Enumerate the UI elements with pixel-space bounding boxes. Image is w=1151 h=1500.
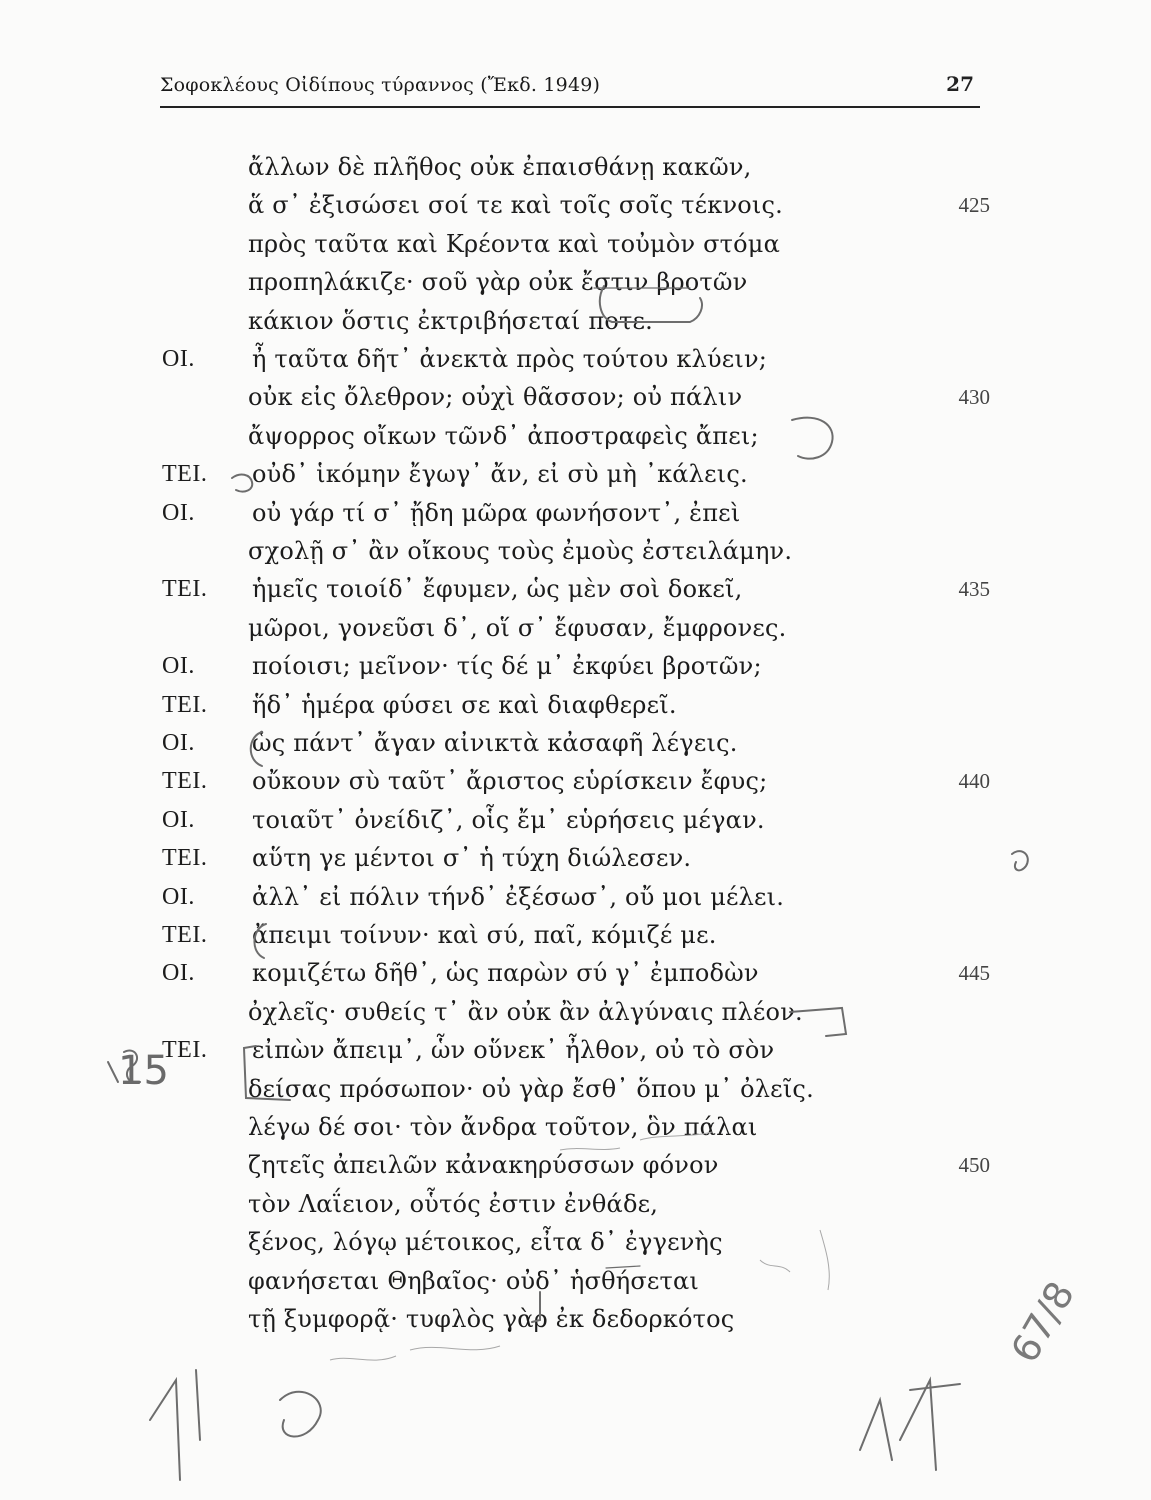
verse-line xyxy=(0,1223,1151,1261)
verse-line xyxy=(0,916,1151,954)
verse-text-line: προπηλάκιζε· σοῦ γὰρ οὐκ ἔστιν βροτῶν xyxy=(248,268,748,297)
verse-text-line: φανήσεται Θηβαῖος· οὐδ᾽ ἡσθήσεται xyxy=(248,1266,700,1295)
verse-line xyxy=(0,724,1151,762)
header-title: Σοφοκλέους Οἰδίπους τύραννος (Ἔκδ. 1949) xyxy=(160,74,601,96)
verse-text-line: πρὸς ταῦτα καὶ Κρέοντα καὶ τοὐμὸν στόμα xyxy=(248,229,781,258)
line-number: 445 xyxy=(958,961,990,986)
verse-text-line: οὔκουν σὺ ταῦτ᾽ ἄριστος εὑρίσκειν ἔφυς; xyxy=(252,767,768,796)
verse-text-line: οὐδ᾽ ἱκόμην ἔγωγ᾽ ἄν, εἰ σὺ μὴ ᾽κάλεις. xyxy=(252,460,748,489)
speaker-label: ΤΕΙ. xyxy=(162,768,208,795)
margin-number-annotation: 15 xyxy=(118,1048,169,1094)
verse-line xyxy=(0,647,1151,685)
verse-text-line: ὡς πάντ᾽ ἄγαν αἰνικτὰ κἀσαφῆ λέγεις. xyxy=(252,729,738,757)
verse-line xyxy=(0,1146,1151,1184)
verse-text-line: τὸν Λαΐειον, οὗτός ἐστιν ἐνθάδε, xyxy=(248,1189,659,1218)
verse-line xyxy=(0,186,1151,224)
verse-line xyxy=(0,532,1151,570)
verse-text-line: τοιαῦτ᾽ ὀνείδιζ᾽, οἷς ἔμ᾽ εὑρήσεις μέγαν. xyxy=(252,805,765,834)
speaker-label: ΤΕΙ. xyxy=(162,922,208,948)
line-number: 435 xyxy=(958,577,990,602)
verse-text-line: ἥδ᾽ ἡμέρα φύσει σε καὶ διαφθερεῖ. xyxy=(252,690,677,719)
verse-line xyxy=(0,1070,1151,1108)
speaker-label: ΟΙ. xyxy=(162,883,195,910)
speaker-label: ΟΙ. xyxy=(162,653,195,680)
speaker-label: ΤΕΙ. xyxy=(162,576,208,603)
verse-text-line: ζητεῖς ἀπειλῶν κἀνακηρύσσων φόνον xyxy=(248,1151,719,1180)
verse-text-line: οὐ γάρ τί σ᾽ ᾔδη μῶρα φωνήσοντ᾽, ἐπεὶ xyxy=(252,498,741,527)
verse-text-line: ἦ ταῦτα δῆτ᾽ ἀνεκτὰ πρὸς τούτου κλύειν; xyxy=(252,345,768,373)
speaker-label: ΤΕΙ. xyxy=(162,461,208,488)
verse-text-line: ξένος, λόγῳ μέτοικος, εἶτα δ᾽ ἐγγενὴς xyxy=(248,1228,723,1257)
page-number: 27 xyxy=(946,72,974,96)
verse-text-line: μῶροι, γονεῦσι δ᾽, οἵ σ᾽ ἔφυσαν, ἔμφρονες. xyxy=(248,613,787,642)
verse-line xyxy=(0,148,1151,186)
verse-line xyxy=(0,1262,1151,1300)
verse-line xyxy=(0,993,1151,1031)
verse-text-line: σχολῇ σ᾽ ἂν οἴκους τοὺς ἐμοὺς ἐστειλάμην. xyxy=(248,537,793,565)
verse-text-line: ἡμεῖς τοιοίδ᾽ ἔφυμεν, ὡς μὲν σοὶ δοκεῖ, xyxy=(252,575,743,604)
verse-text-line: ἄψορρος οἴκων τῶνδ᾽ ἀποστραφεὶς ἄπει; xyxy=(248,421,759,450)
verse-line xyxy=(0,954,1151,992)
verse-text-line: ἅ σ᾽ ἐξισώσει σοί τε καὶ τοῖς σοῖς τέκνοις. xyxy=(248,191,783,220)
speaker-label: ΟΙ. xyxy=(162,960,195,987)
speaker-label: ΟΙ. xyxy=(162,806,195,833)
verse-line xyxy=(0,1031,1151,1069)
verse-line xyxy=(0,609,1151,647)
verse-text-line: κάκιον ὅστις ἐκτριβήσεταί ποτε. xyxy=(248,306,653,335)
corner-note-annotation: 67/8 xyxy=(1002,1274,1084,1370)
verse-text-line: ποίοισι; μεῖνον· τίς δέ μ᾽ ἐκφύει βροτῶν; xyxy=(252,652,762,681)
speaker-label: ΤΕΙ. xyxy=(162,1037,208,1064)
speaker-label: ΟΙ. xyxy=(162,499,195,526)
verse-text-line: οὐκ εἰς ὄλεθρον; οὐχὶ θᾶσσον; οὐ πάλιν xyxy=(248,383,743,412)
verse-line xyxy=(0,494,1151,532)
verse-line xyxy=(0,302,1151,340)
line-number: 430 xyxy=(958,385,990,410)
verse-line xyxy=(0,801,1151,839)
verse-line xyxy=(0,417,1151,455)
verse-line xyxy=(0,340,1151,378)
verse-text-line: ἄλλων δὲ πλῆθος οὐκ ἐπαισθάνῃ κακῶν, xyxy=(248,153,752,181)
speaker-label: ΤΕΙ. xyxy=(162,845,208,872)
verse-line xyxy=(0,878,1151,916)
speaker-label: ΟΙ. xyxy=(162,730,195,756)
verse-line xyxy=(0,686,1151,724)
speaker-label: ΤΕΙ. xyxy=(162,691,208,718)
verse-text-line: ἄπειμι τοίνυν· καὶ σύ, παῖ, κόμιζέ με. xyxy=(252,921,717,949)
verse-line xyxy=(0,570,1151,608)
verse-text-line: αὕτη γε μέντοι σ᾽ ἡ τύχη διώλεσεν. xyxy=(252,844,692,873)
verse-line xyxy=(0,762,1151,800)
verse-line xyxy=(0,455,1151,493)
verse-line xyxy=(0,263,1151,301)
line-number: 425 xyxy=(958,193,990,218)
verse-text-line: κομιζέτω δῆθ᾽, ὡς παρὼν σύ γ᾽ ἐμποδὼν xyxy=(252,959,759,988)
verse-text-line: εἰπὼν ἄπειμ᾽, ὧν οὕνεκ᾽ ἦλθον, οὐ τὸ σὸν xyxy=(252,1036,775,1065)
verse-line xyxy=(0,839,1151,877)
verse-line xyxy=(0,1108,1151,1146)
verse-text-line: δείσας πρόσωπον· οὐ γὰρ ἔσθ᾽ ὅπου μ᾽ ὀλεῖς. xyxy=(248,1074,814,1103)
verse-text-line: τῇ ξυμφορᾷ· τυφλὸς γὰρ ἐκ δεδορκότος xyxy=(248,1305,735,1333)
line-number: 450 xyxy=(958,1153,990,1178)
verse-line xyxy=(0,1185,1151,1223)
verse-line xyxy=(0,225,1151,263)
verse-line xyxy=(0,378,1151,416)
speaker-label: ΟΙ. xyxy=(162,346,195,372)
verse-text-line: ἀλλ᾽ εἰ πόλιν τήνδ᾽ ἐξέσωσ᾽, οὔ μοι μέλει. xyxy=(252,882,785,911)
verse-line xyxy=(0,1300,1151,1338)
verse-text-line: λέγω δέ σοι· τὸν ἄνδρα τοῦτον, ὃν πάλαι xyxy=(248,1113,758,1141)
line-number: 440 xyxy=(958,769,990,794)
verse-text-line: ὀχλεῖς· συθείς τ᾽ ἂν οὐκ ἂν ἀλγύναις πλέον. xyxy=(248,997,803,1026)
